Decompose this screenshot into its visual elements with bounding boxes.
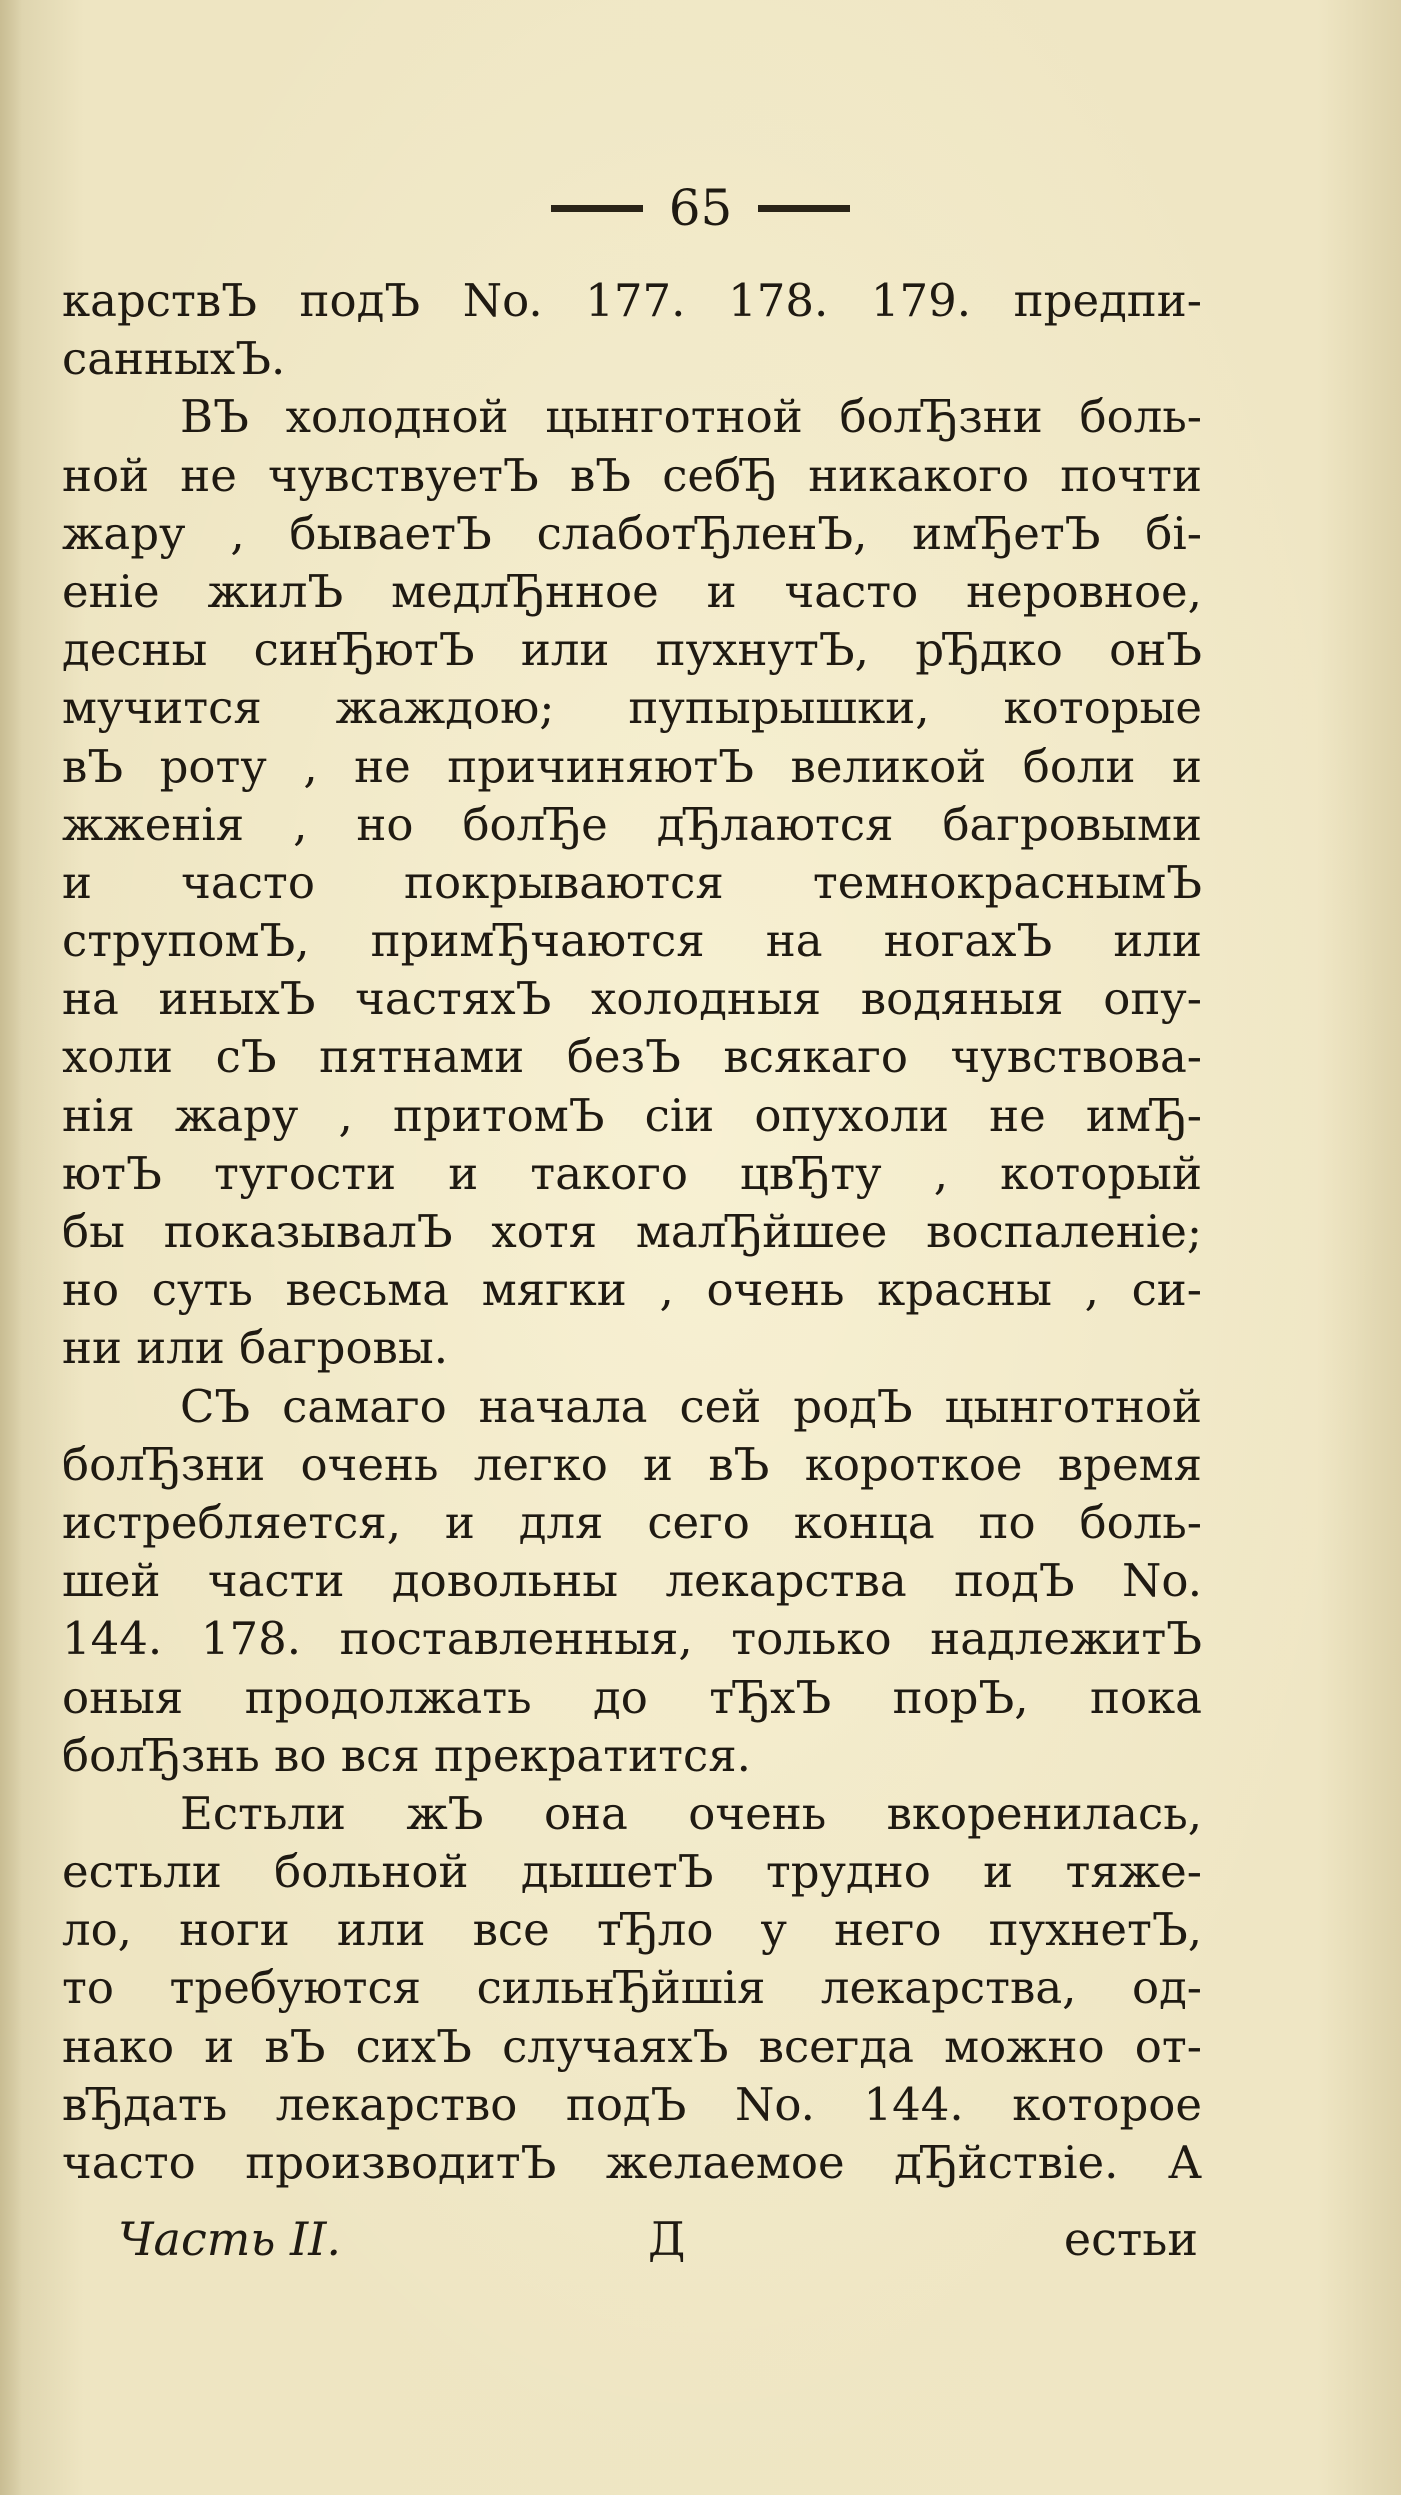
- body-text: [62, 272, 1202, 2192]
- part-label: Часть II.: [118, 2212, 341, 2266]
- signature-mark: Д: [648, 2212, 686, 2266]
- text-line: но суть весьма мягки , очень красны , си-: [62, 1263, 1202, 1317]
- text-line: ло, ноги или все тЂло у него пухнетЪ,: [62, 1903, 1202, 1957]
- text-line: ВЪ холодной цынготной болЂзни боль-: [180, 390, 1202, 444]
- text-line: жару , бываетЪ слаботЂленЪ, имЂетЪ бі-: [62, 506, 1202, 560]
- catchword: естьи: [1063, 2212, 1198, 2266]
- text-line: СЪ самаго начала сей родЪ цынготной: [180, 1379, 1202, 1433]
- text-line: ни или багровы.: [62, 1321, 449, 1375]
- header-dash-left: [551, 205, 643, 212]
- page-number: 65: [668, 179, 733, 237]
- text-line: нія жару , притомЪ сіи опухоли не имЂ-: [62, 1088, 1202, 1142]
- text-line: оныя продолжать до тЂхЪ порЪ, пока: [62, 1670, 1202, 1724]
- text-line: санныхЪ.: [62, 332, 286, 386]
- page-footer: [118, 2212, 1198, 2282]
- header-dash-right: [758, 205, 850, 212]
- text-line: бы показывалЪ хотя малЂйшее воспаленіе;: [62, 1205, 1202, 1258]
- text-line: болЂзни очень легко и вЪ короткое время: [62, 1437, 1202, 1491]
- text-line: шей части довольны лекарства подЪ No.: [62, 1554, 1202, 1608]
- text-line: болЂзнь во вся прекратится.: [62, 1728, 751, 1782]
- text-line: холи сЪ пятнами безЪ всякаго чувствова-: [62, 1030, 1202, 1084]
- text-line: вЂдать лекарство подЪ No. 144. которое: [62, 2077, 1202, 2131]
- text-line: еніе жилЪ медлЂнное и часто неровное,: [62, 564, 1202, 618]
- text-line: десны синЂютЪ или пухнутЪ, рЂдко онЪ: [62, 623, 1202, 677]
- page-gutter-shadow: [0, 0, 22, 2495]
- text-line: жженія , но болЂе дЂлаются багровыми: [62, 797, 1202, 851]
- text-line: струпомЪ, примЂчаются на ногахЪ или: [62, 914, 1202, 968]
- text-line: мучится жаждою; пупырышки, которые: [62, 681, 1202, 735]
- text-line: Естьли жЪ она очень вкоренилась,: [180, 1786, 1202, 1840]
- text-line: истребляется, и для сего конца по боль-: [62, 1495, 1202, 1549]
- text-line: карствЪ подЪ No. 177. 178. 179. предпи-: [62, 274, 1202, 327]
- text-line: часто производитЪ желаемое дЂйствіе. А: [62, 2136, 1202, 2189]
- text-line: нако и вЪ сихЪ случаяхЪ всегда можно от-: [62, 2019, 1202, 2073]
- text-line: вЪ роту , не причиняютЪ великой боли и: [62, 739, 1202, 793]
- text-line: ной не чувствуетЪ вЪ себЂ никакого почти: [62, 448, 1202, 502]
- text-line: то требуются сильнЂйшія лекарства, од-: [62, 1961, 1202, 2015]
- text-line: ютЪ тугости и такого цвЂту , который: [62, 1146, 1202, 1200]
- text-line: и часто покрываются темнокраснымЪ: [62, 855, 1202, 909]
- text-line: на иныхЪ частяхЪ холодныя водяныя опу-: [62, 972, 1202, 1026]
- page-header: [0, 168, 1401, 248]
- text-line: 144. 178. поставленныя, только надлежитЪ: [62, 1612, 1202, 1666]
- text-line: естьли больной дышетЪ трудно и тяже-: [62, 1845, 1202, 1899]
